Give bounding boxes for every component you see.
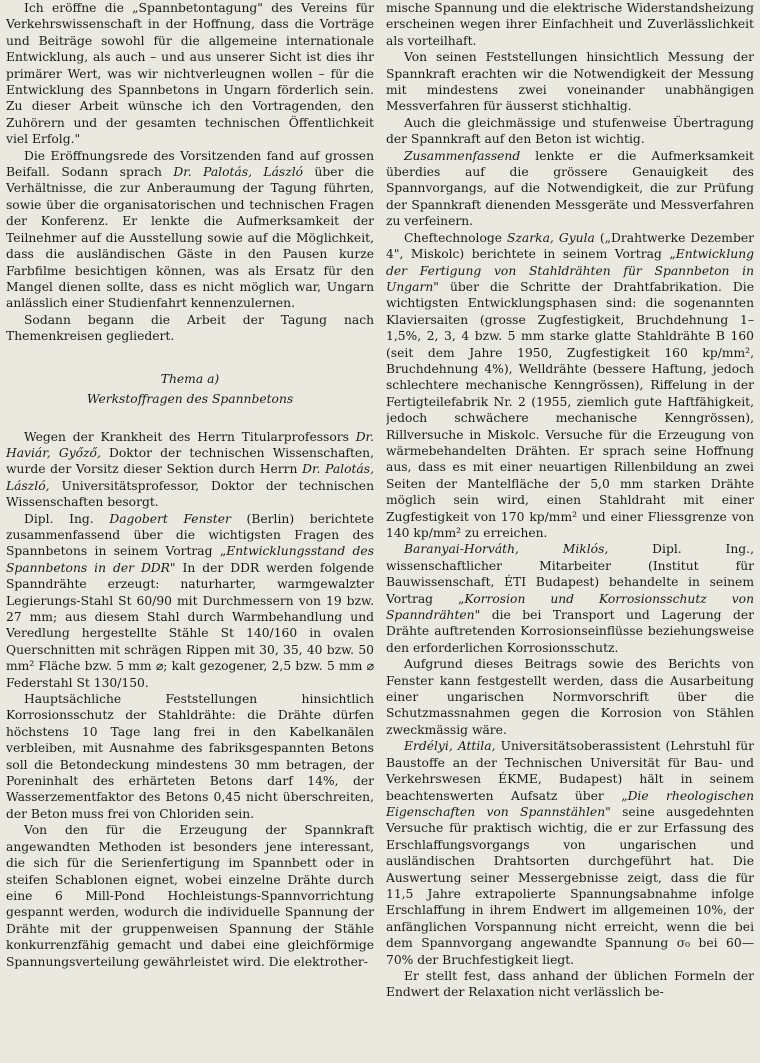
talk-title: Entwicklungsstand des Spannbetons in der DDR	[6, 544, 374, 575]
text-run: (Berlin) berichtete zusammenfassend über die wichtigsten Fragen des Spannbetons in seinem Vortrag „	[6, 511, 374, 559]
paragraph-measure: Von seinen Feststellungen hinsichtlich Messung der Spannkraft erachten wir die Notwendigkeit der Messung mit mindestens zwei voneinander unabhängigen Messverfahren für äusserst stichhaltig.	[386, 50, 754, 114]
person-name: Baranyai-Horváth, Miklós,	[404, 542, 609, 557]
text-run: Doktor der technischen Wissenschaften, wurde der Vorsitz dieser Sektion durch Herrn	[6, 445, 374, 477]
text-run: " die bei Transport und Lagerung der Drähte auftretenden Korrosionseinflüsse beziehungsweise den erforderlichen Korrosionsschutz.	[386, 608, 754, 655]
talk-title: Korrosion und Korrosionsschutz von Spanndrähten	[386, 591, 754, 623]
paragraph-begin: Sodann begann die Arbeit der Tagung nach Themenkreisen gegliedert.	[6, 312, 374, 344]
paragraph-chair	[6, 429, 374, 511]
person-name: Erdélyi, Attila,	[404, 739, 496, 754]
theme-label: Thema a)	[160, 371, 220, 386]
text-run: Universitätsoberassistent (Lehrstuhl für Baustoffe an der Technischen Universität für Bau- und Verkehrswesen ÉKME, Budapest) hält in seinem beachtenswerten Aufsatz über „	[386, 739, 754, 803]
theme-title: Werkstoffragen des Spannbetons	[86, 391, 294, 406]
paragraph-summary	[386, 148, 754, 230]
paragraph-intro: Ich eröffne die „Spannbetontagung" des Vereins für Verkehrswissenschaft in der Hoffnung, dass die Vorträge und Beiträge sowohl für die allgemeine internationale Entwicklung, als auch – und aus unserer Sicht ist dies ihr primärer Wert, was wir nichtverleugnen wollen – für die Entwicklung des Spannbetons in Ungarn förderlich sein. Zu dieser Arbeit wünsche ich den Vortragenden, den Zuhörern und der gesamten technischen Öffentlichkeit viel Erfolg."	[6, 1, 374, 147]
paragraph-opening	[6, 148, 374, 312]
text-run: Universitätsprofessor, Doktor der technischen Wissenschaften besorgt.	[6, 478, 374, 510]
text-run: " In der DDR werden folgende Spanndrähte erzeugt: naturharter, warmgewalzter Legierungs-Stahl St 60/90 mit Durchmessern von 19 bzw. 27 mm; aus diesem Stahl durch Warmbehandlung und Veredlung hergestellte Stähle St 140/160 in ovalen Querschnitten mit schrägen Rippen mit 30, 35, 40 bzw. 50 mm² Fläche bzw. 5 mm ⌀; kalt gezogener, 2,5 bzw. 5 mm ⌀ Federstahl St 130/150.	[6, 560, 374, 690]
text-run: Wegen der Krankheit des Herrn Titularprofessors	[24, 429, 356, 444]
text-run: " seine ausgedehnten Versuche für praktisch wichtig, die er zur Erfassung des Erschlaffungsvorgangs von ungarischen und ausländischen Drahtsorten durchgeführt hat. Die Auswertung seiner Messergebnisse zeigt, dass die für 11,5 Jahre extrapolierte Spannungsabnahme infolge Erschlaffung in ihrem Endwert im allgemeinen 10%, der anfänglichen Vorspannung nicht erreicht, wenn die bei dem Spannvorgang angewandte Spannung σ₀ bei 60—70% der Bruchfestigkeit liegt.	[386, 804, 754, 967]
text-run: über die Verhältnisse, die zur Anberaumung der Tagung führten, sowie über die organisatorischen und technischen Fragen der Konferenz. Er lenkte die Aufmerksamkeit der Teilnehmer auf die Ausstellung sowie auf die Möglichkeit, dass die ausländischen Gäste in den Pausen kurze Farbfilme besichtigen können, was als Ersatz für den Mangel dienen sollte, dass es nicht möglich war, Ungarn anlässlich einer Studienfahrt kennenzulernen.	[6, 165, 374, 311]
paragraph-findings: Hauptsächliche Feststellungen hinsichtlich Korrosionsschutz der Stahldrähte: die Drähte dürfen höchstens 10 Tage lang frei in den Kabelkanälen verbleiben, mit Ausnahme des fabriksgespannten Betons soll die Betondeckung mindestens 30 mm betragen, der Poreninhalt des erhärteten Betons darf 14%, der Wasserzementfaktor des Betons 0,45 nicht überschreiten, der Beton muss frei von Chloriden sein.	[6, 692, 374, 821]
text-run: Dipl. Ing., wissenschaftlicher Mitarbeiter (Institut für Bauwissenschaft, ÉTI Budapest) behandelte in seinem Vortrag „	[386, 542, 754, 606]
right-column	[386, 0, 754, 1063]
text-run: („Drahtwerke Dezember 4", Miskolc) berichtete in seinem Vortrag „	[386, 230, 754, 262]
paragraph-fenster	[6, 511, 374, 691]
talk-title: Entwicklung der Fertigung von Stahldrähten für Spannbeton in Ungarn	[386, 247, 754, 294]
paragraph-continued: mische Spannung und die elektrische Widerstandsheizung erscheinen wegen ihrer Einfachheit und Zuverlässlichkeit als vorteilhaft.	[386, 1, 754, 48]
text-run: Die Eröffnungsrede des Vorsitzenden fand auf grossen Beifall. Sodann sprach	[6, 148, 374, 180]
paragraph-erdelyi	[386, 738, 754, 968]
text-run: " über die Schritte der Drahtfabrikation. Die wichtigsten Entwicklungsphasen sind: die sogenannten Klaviersaiten (grosse Zugfestigkeit, Bruchdehnung 1–1,5%, 2, 3, 4 bzw. 5 mm starke glatte Stahldrähte B 160 (seit dem Jahre 1950, Zugfestigkeit 160 kp/mm², Bruchdehnung 4%), Welldrähte (bessere Haftung, jedoch schlechtere mechanische Kenngrössen), Riffelung in der Fertigteilefabrik Nr. 2 (1955, ziemlich gute Haftfähigkeit, jedoch schwächere mechanische Kenngrössen), Rillversuche in Miskolc. Versuche für die Erzeugung von wärmebehandelten Drähten. Er sprach seine Hoffnung aus, dass es mit einer neuartigen Rillenbildung an zwei Seiten der Mantelfläche der 5,0 mm starken Drähte möglich sein wird, einen Stahldraht mit einer Zugfestigkeit von 170 kp/mm² und einer Fliessgrenze von 140 kp/mm² zu erreichen.	[386, 279, 754, 540]
paragraph-methods: Von den für die Erzeugung der Spannkraft angewandten Methoden ist besonders jene interessant, die sich für die Serienfertigung im Spannbett oder in steifen Schablonen eignet, wobei einzelne Drähte durch eine 6 Mill-Pond Hochleistungs-Spannvorrichtung gespannt werden, wodurch die individuelle Spannung der Drähte mit der gruppenweisen Spannung der Stähle konkurrenzfähig gemacht und dabei eine gleichförmige Spannungsverteilung gewährleistet wird. Die elektrother-	[6, 823, 374, 969]
paragraph-szarka	[386, 230, 754, 542]
paragraph-baranyai	[386, 541, 754, 656]
talk-title: Die rheologischen Eigenschaften von Spannstählen	[386, 788, 754, 819]
section-heading	[6, 369, 374, 409]
paragraph-transfer: Auch die gleichmässige und stufenweise Übertragung der Spannkraft auf den Beton ist wichtig.	[386, 115, 754, 147]
person-name: Dr. Haviár, Győző,	[6, 429, 374, 460]
emphasis: Zusammenfassend	[404, 148, 521, 163]
paragraph-formula: Er stellt fest, dass anhand der üblichen Formeln der Endwert der Relaxation nicht verlässlich be-	[386, 968, 754, 1000]
text-run: lenkte er die Aufmerksamkeit überdies auf die grössere Genauigkeit des Spannvorgangs, auf die Notwendigkeit, die zur Prüfung der Spannkraft dienenden Messgeräte und Messverfahren zu verfeinern.	[386, 148, 754, 229]
left-column	[6, 0, 374, 1063]
paragraph-norm: Aufgrund dieses Beitrags sowie des Berichts von Fenster kann festgestellt werden, dass die Ausarbeitung einer ungarischen Normvorschrift über die Schutzmassnahmen gegen die Korrosion von Stählen zweckmässig wäre.	[386, 657, 754, 737]
text-run: Cheftechnologe	[404, 230, 508, 245]
person-name: Szarka, Gyula	[507, 230, 595, 245]
text-run: Dipl. Ing.	[24, 511, 110, 526]
person-name: Dr. Palotás, László	[173, 165, 304, 180]
person-name: Dr. Palotás, László,	[6, 462, 374, 493]
person-name: Dagobert Fenster	[109, 511, 231, 526]
